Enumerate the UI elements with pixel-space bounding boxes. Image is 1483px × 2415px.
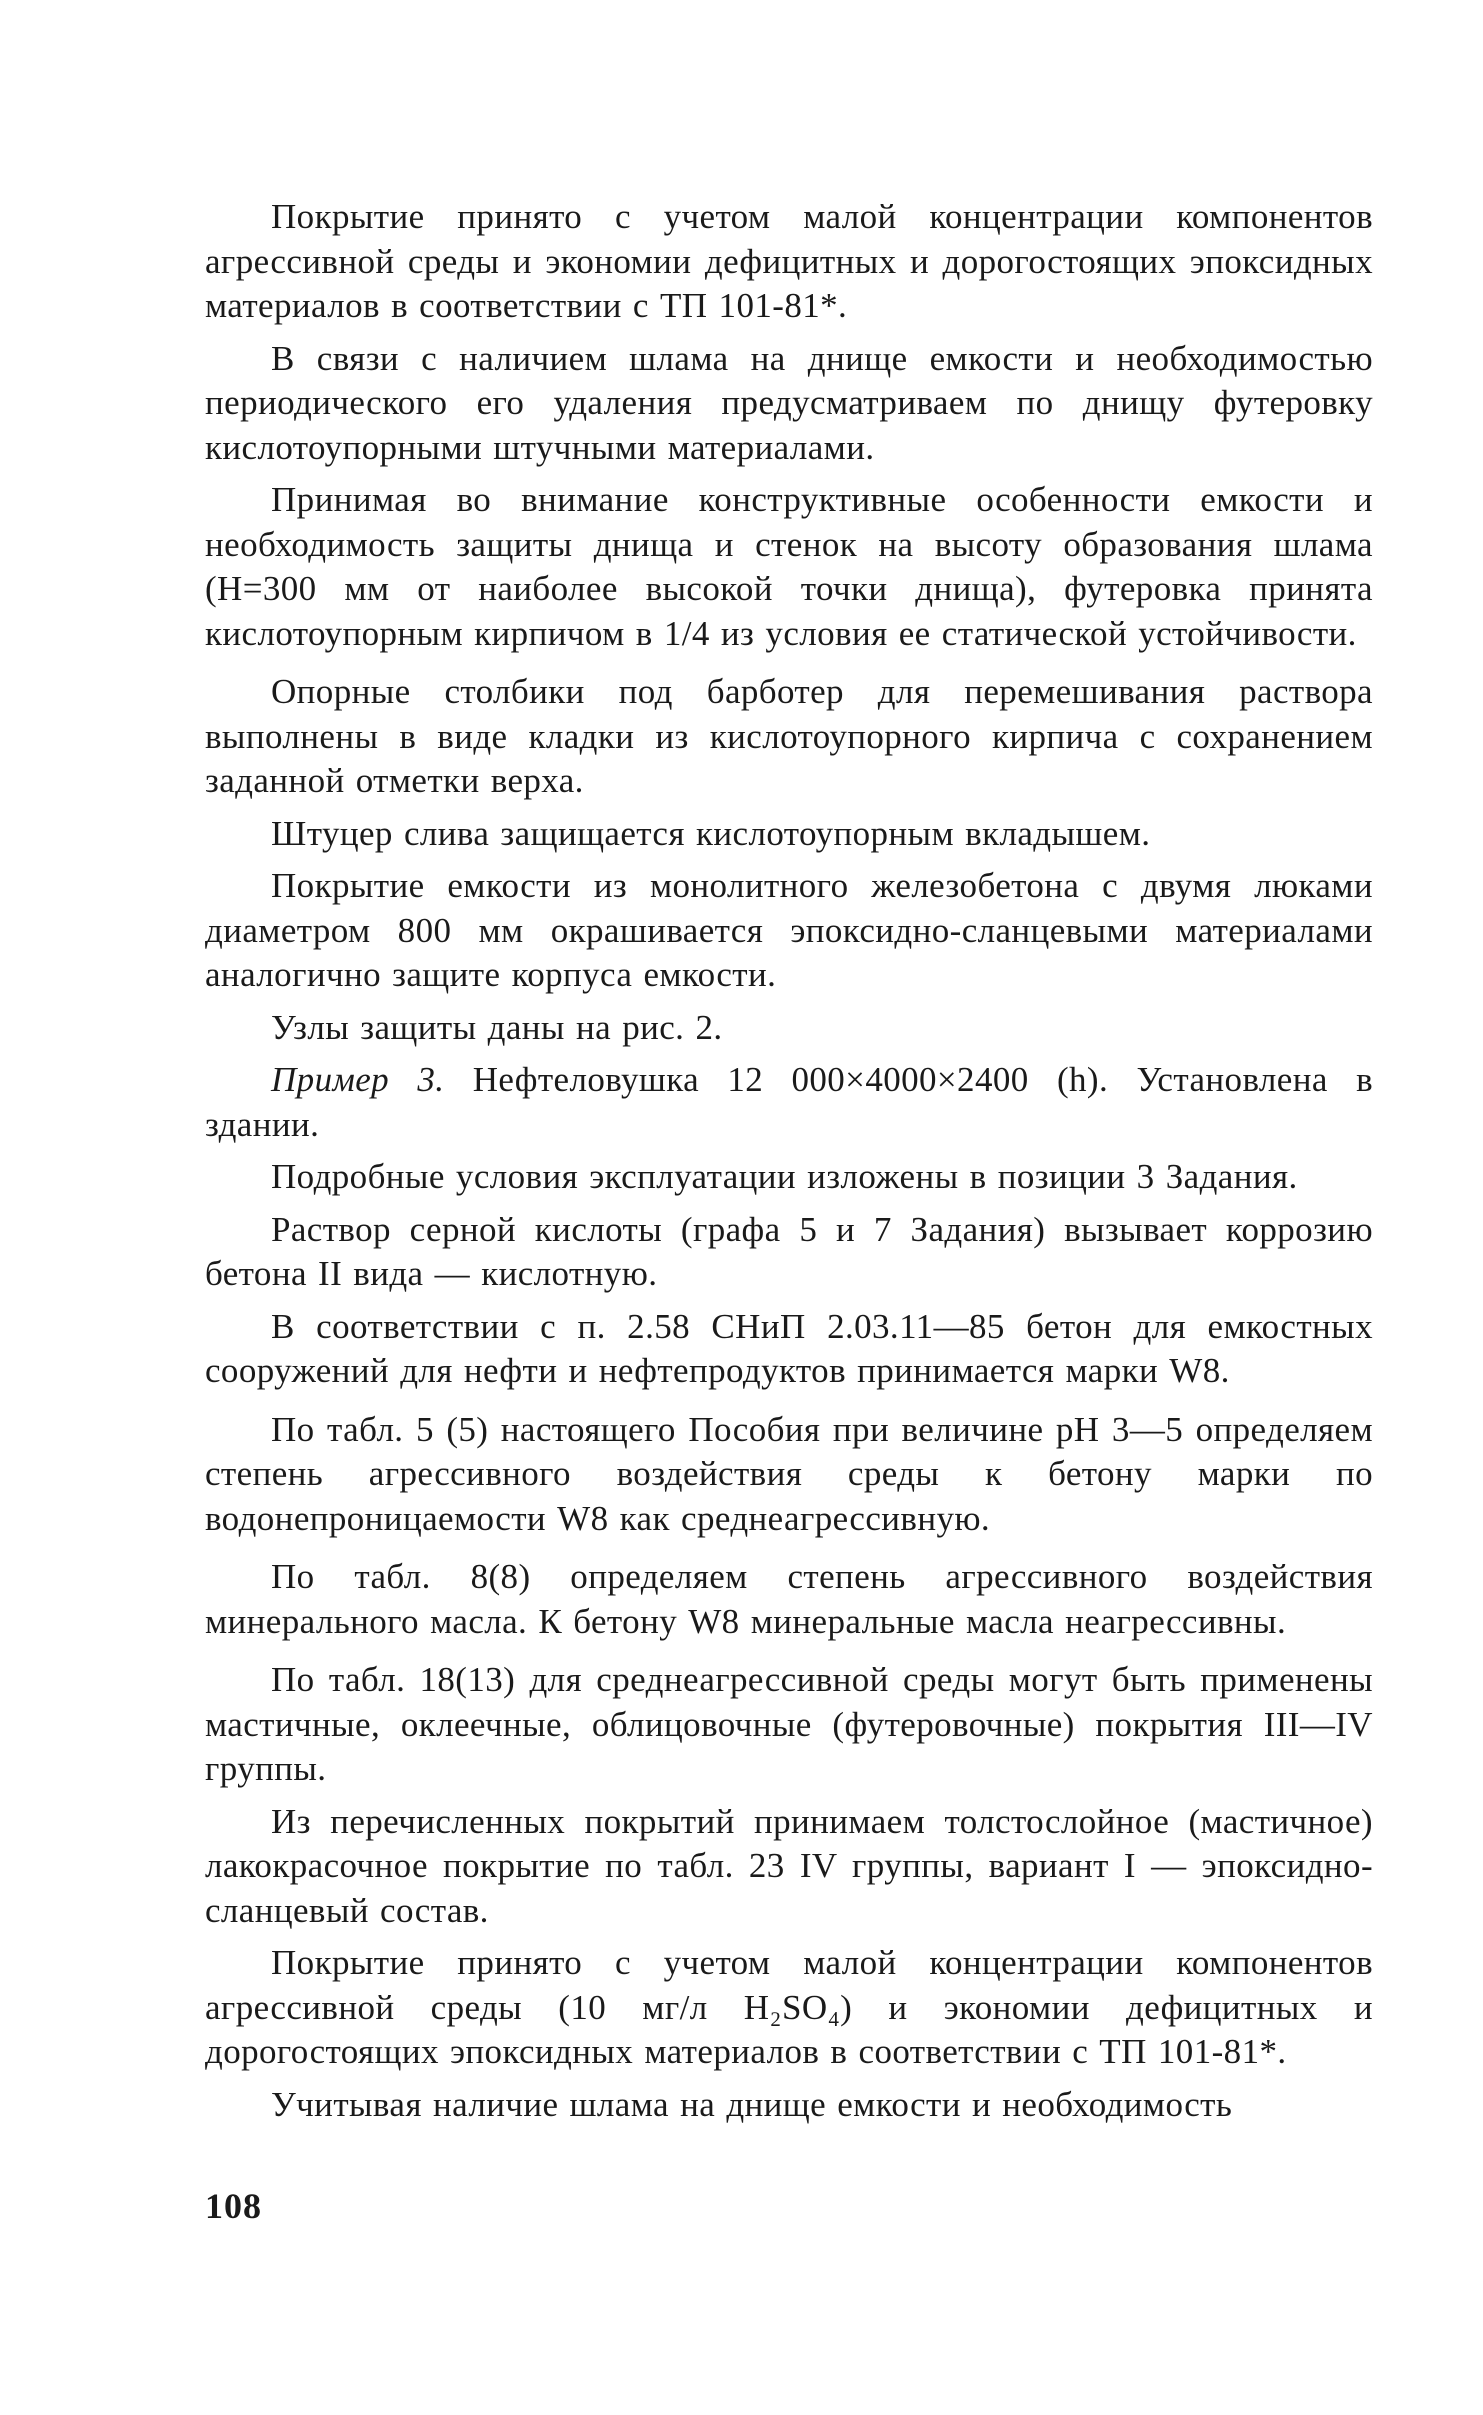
paragraph-coating-2: Покрытие принято с учетом малой концентрации компонентов агрессивной среды (10 мг/л H₂SO₄) и экономии дефицитных и дорогостоящих эпоксидных материалов в соответствии с ТП 101-81*. — [205, 1943, 1373, 2071]
paragraph-cover-coating: Покрытие емкости из монолитного железобетона с двумя люками диаметром 800 мм окрашивается эпоксидно-сланцевыми материалами аналогично защите корпуса емкости. — [205, 866, 1373, 994]
page-number: 108 — [205, 2186, 262, 2226]
paragraph-snip-grade: В соответствии с п. 2.58 СНиП 2.03.11—85 бетон для емкостных сооружений для нефти и нефтепродуктов принимается марки W8. — [205, 1306, 1373, 1390]
paragraph-sludge-continued: Учитывая наличие шлама на днище емкости и необходимость — [271, 2084, 1233, 2124]
paragraph-sulfuric-acid: Раствор серной кислоты (графа 5 и 7 Задания) вызывает коррозию бетона II вида — кислотную. — [205, 1209, 1373, 1293]
paragraph-protection-nodes: Узлы защиты даны на рис. 2. — [271, 1007, 723, 1047]
paragraph-table-8: По табл. 8(8) определяем степень агрессивного воздействия минерального масла. К бетону W8 минеральные масла неагрессивны. — [205, 1557, 1373, 1641]
paragraph-design-features: Принимая во внимание конструктивные особенности емкости и необходимость защиты днища и стенок на высоту образования шлама (H=300 мм от наиболее высокой точки днища), футеровка принята кислотоупорным кирпичом в 1/4 из условия ее статической устойчивости. — [205, 480, 1373, 653]
paragraph-drain-fitting: Штуцер слива защищается кислотоупорным вкладышем. — [271, 813, 1151, 853]
paragraph-support-columns: Опорные столбики под барботер для перемешивания раствора выполнены в виде кладки из кислотоупорного кирпича с сохранением заданной отметки верха. — [205, 672, 1373, 800]
paragraph-thick-coating: Из перечисленных покрытий принимаем толстослойное (мастичное) лакокрасочное покрытие по табл. 23 IV группы, вариант I — эпоксидно-сланцевый состав. — [205, 1801, 1373, 1930]
paragraph-example-3 — [205, 1058, 1373, 1147]
example-label: Пример 3. — [271, 1060, 445, 1099]
paragraph-table-5: По табл. 5 (5) настоящего Пособия при величине pH 3—5 определяем степень агрессивного воздействия среды к бетону марки по водонепроницаемости W8 как среднеагрессивную. — [205, 1409, 1373, 1538]
example-text: Нефтеловушка 12 000×4000×2400 (h). Установлена в здании. — [205, 1060, 1374, 1144]
paragraph-table-18: По табл. 18(13) для среднеагрессивной среды могут быть применены мастичные, оклеечные, облицовочные (футеровочные) покрытия III—IV группы. — [205, 1660, 1373, 1788]
paragraph-sludge-lining: В связи с наличием шлама на днище емкости и необходимостью периодического его удаления предусматриваем по днищу футеровку кислотоупорными штучными материалами. — [205, 338, 1373, 467]
page-body — [205, 195, 1373, 2135]
paragraph-coating-1: Покрытие принято с учетом малой концентрации компонентов агрессивной среды и экономии дефицитных и дорогостоящих эпоксидных материалов в соответствии с ТП 101-81*. — [205, 197, 1373, 325]
paragraph-operating-conditions: Подробные условия эксплуатации изложены в позиции 3 Задания. — [271, 1157, 1298, 1196]
